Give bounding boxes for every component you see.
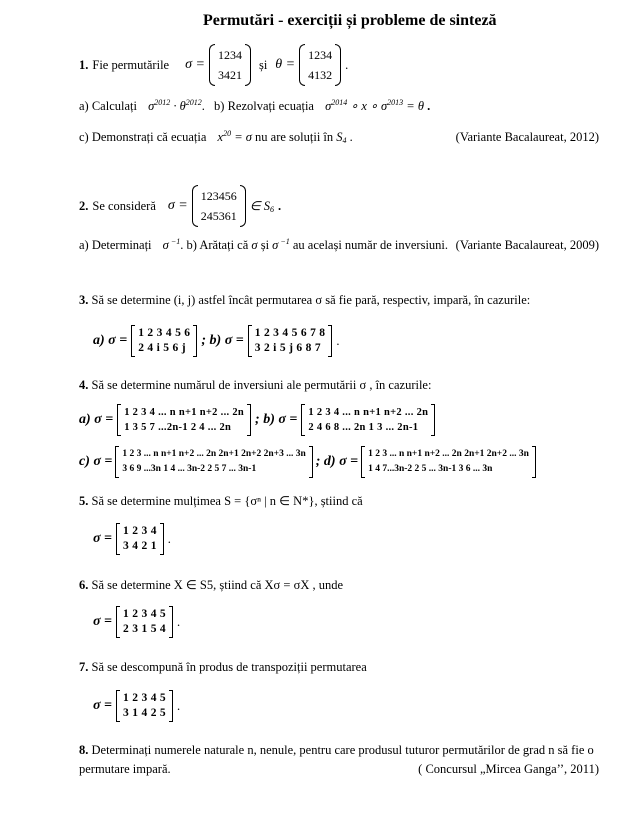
permutation-matrix-a xyxy=(131,325,197,357)
problem-5-statement xyxy=(79,493,363,509)
problem-5-permutation: σ = 1 2 3 4 3 4 2 1 . xyxy=(93,523,171,555)
sigma-symbol: σ = xyxy=(167,198,188,213)
page-title: Permutări - exerciții și probleme de sinteză xyxy=(203,12,497,29)
matrix-row: 1234 xyxy=(308,48,333,62)
problem-text: Determinați numerele naturale n, nenule, pentru care produsul tuturor permutărilor de grad n să fie o xyxy=(91,743,594,757)
problem-intro: Se consideră xyxy=(92,198,156,213)
permutation-matrix xyxy=(116,523,164,555)
matrix-row: 1 2 3 ... n n+1 n+2 ... 2n 2n+1 2n+2 2n+3 ... 3n xyxy=(122,449,306,459)
problem-number: 2. xyxy=(79,198,89,213)
problem-6-statement xyxy=(79,577,343,593)
problem-2-parts: a) Determinați σ $^{-1}$. b) Arătați că σ și σ $^{-1}$ au același număr de inversiuni. (Variante Bacalaureat, 2009) xyxy=(79,237,599,252)
matrix-row: 245361 xyxy=(200,209,237,223)
matrix-row: 2 3 1 5 4 xyxy=(123,623,166,635)
problem-1-statement: 1. Fie permutările σ = 1234 3421 și θ = 1234 4132 . xyxy=(79,44,348,86)
problem-number: 4. xyxy=(79,378,89,392)
problem-4-statement xyxy=(79,378,431,393)
problem-4-cases-cd: c) σ = 1 2 3 ... n n+1 n+2 ... 2n 2n+1 2n+2 2n+3 ... 3n 3 6 9 ...3n 1 4 ... 3n-2 2 5 7 ... 3n-1 ; d) σ = 1 2 3 ... n n+1 n+2 ... 2n 2n+1 2n+2 ... 3n 1 4 7...3n-2 2 5 ... 3n-1 3 6 ... 3n xyxy=(79,446,536,478)
source-note: ( Concursul „Mircea Ganga’’, 2011) xyxy=(418,762,599,776)
part-label: a) Calculați xyxy=(79,99,137,113)
problem-text: Să se determine X ∈ S5, știind că Xσ = σX , unde xyxy=(91,578,344,592)
matrix-row: 1 2 3 4 5 xyxy=(123,692,166,704)
problem-1-part-a: a) Calculați $\sigma^{2012} \cdot \theta^{2012}$. b) Rezolvați ecuația $\sigma^{2014}$ ∘ x ∘ $\sigma^{2013} = \theta$ . xyxy=(79,98,431,113)
problem-6-permutation: σ = 1 2 3 4 5 2 3 1 5 4 . xyxy=(93,606,180,638)
matrix-row: 1 4 7...3n-2 2 5 ... 3n-1 3 6 ... 3n xyxy=(368,464,493,474)
problem-text: Să se determine mulțimea S = {σⁿ | n ∈ N*}, știind că xyxy=(91,494,363,508)
permutation-matrix-a xyxy=(117,404,251,436)
matrix-row: 1 2 3 4 5 6 7 8 xyxy=(254,327,326,339)
sigma-matrix xyxy=(192,185,246,227)
problem-number: 6. xyxy=(79,578,89,592)
part-label: a) Determinați xyxy=(79,238,152,252)
problem-7-permutation: σ = 1 2 3 4 5 3 1 4 2 5 . xyxy=(93,690,180,722)
matrix-row: 1 2 3 4 ... n n+1 n+2 ... 2n xyxy=(308,407,429,418)
matrix-row: 3421 xyxy=(217,68,242,82)
matrix-row: 4132 xyxy=(308,68,333,82)
matrix-row: 1 3 5 7 ...2n-1 2 4 ... 2n xyxy=(124,422,232,433)
problem-1-part-c: c) Demonstrați că ecuația $x^{20} = \sigma$ nu are soluții în $S_4$ . (Variante Bacalaureat, 2012) xyxy=(79,129,599,145)
problem-4-cases-ab: a) σ = 1 2 3 4 ... n n+1 n+2 ... 2n 1 3 5 7 ...2n-1 2 4 ... 2n ; b) σ = 1 2 3 4 ... n n+1 n+2 ... 2n 2 4 6 8 ... 2n 1 3 ... 2n-1 xyxy=(79,404,435,436)
problem-number: 3. xyxy=(79,293,89,307)
problem-3-cases: a) σ = 1 2 3 4 5 6 2 4 i 5 6 j ; b) σ = 1 2 3 4 5 6 7 8 3 2 i 5 j 6 8 7 . xyxy=(93,325,339,357)
problem-3-statement xyxy=(79,293,530,308)
problem-text: permutare impară. xyxy=(79,762,171,776)
matrix-row: 123456 xyxy=(200,189,237,203)
problem-number: 5. xyxy=(79,494,89,508)
part-label: b) Rezolvați ecuația xyxy=(214,99,314,113)
permutation-matrix-b xyxy=(301,404,435,436)
matrix-row: 1 2 3 ... n n+1 n+2 ... 2n 2n+1 2n+2 ... 3n xyxy=(368,449,529,459)
problem-text: Să se descompună în produs de transpoziții permutarea xyxy=(91,660,367,674)
matrix-row: 3 4 2 1 xyxy=(123,540,157,552)
permutation-matrix xyxy=(116,690,173,722)
source-note: (Variante Bacalaureat, 2009) xyxy=(455,238,599,252)
problem-number: 8. xyxy=(79,743,89,757)
problem-7-statement xyxy=(79,660,367,675)
theta-matrix xyxy=(299,44,341,86)
part-label: b) Arătați că xyxy=(186,238,249,252)
part-text: au același număr de inversiuni. xyxy=(292,238,449,252)
sigma-symbol: σ = xyxy=(185,57,205,72)
theta-symbol: θ = xyxy=(275,57,296,72)
permutation-matrix-b xyxy=(248,325,333,357)
matrix-row: 1234 xyxy=(217,48,242,62)
matrix-row: 2 4 i 5 6 j xyxy=(138,342,186,354)
permutation-matrix xyxy=(116,606,173,638)
problem-8-statement xyxy=(79,741,599,779)
matrix-row: 1 2 3 4 5 xyxy=(123,608,166,620)
matrix-row: 3 1 4 2 5 xyxy=(123,707,166,719)
source-note: (Variante Bacalaureat, 2012) xyxy=(455,130,599,144)
sigma-matrix xyxy=(209,44,251,86)
problem-text: Să se determine numărul de inversiuni ale permutării σ , în cazurile: xyxy=(91,378,432,392)
problem-intro: Fie permutările xyxy=(92,57,170,72)
problem-number: 1. xyxy=(79,57,89,72)
problem-number: 7. xyxy=(79,660,89,674)
conjunction: și xyxy=(258,57,268,72)
matrix-row: 1 2 3 4 xyxy=(123,525,157,537)
permutation-matrix-c xyxy=(115,446,312,478)
matrix-row: 2 4 6 8 ... 2n 1 3 ... 2n-1 xyxy=(308,422,419,433)
matrix-row: 1 2 3 4 5 6 xyxy=(138,327,191,339)
problem-text: Să se determine (i, j) astfel încât permutarea σ să fie pară, respectiv, impară, în cazurile: xyxy=(91,293,531,307)
problem-2-statement: 2. Se consideră σ = 123456 245361 ∈ $S_6$ . xyxy=(79,185,281,227)
matrix-row: 3 2 i 5 j 6 8 7 xyxy=(254,342,321,354)
permutation-matrix-d xyxy=(361,446,536,478)
matrix-row: 3 6 9 ...3n 1 4 ... 3n-2 2 5 7 ... 3n-1 xyxy=(122,464,257,474)
matrix-row: 1 2 3 4 ... n n+1 n+2 ... 2n xyxy=(124,407,245,418)
part-label: c) Demonstrați că ecuația xyxy=(79,130,207,144)
